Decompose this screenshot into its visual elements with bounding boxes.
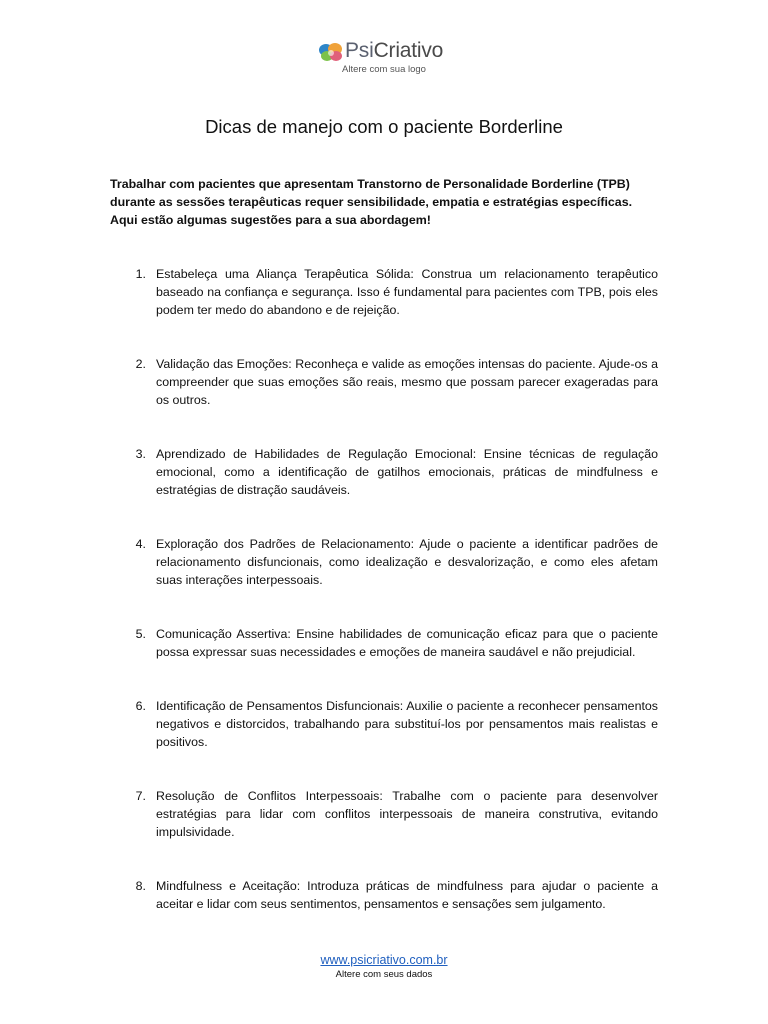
list-item-number: 8. xyxy=(135,879,146,893)
brand-name-criativo: Criativo xyxy=(373,39,444,62)
list-item-text: Aprendizado de Habilidades de Regulação Emocional: Ensine técnicas de regulação emocional, como a identificação de gatilhos emocionais, práticas de mindfulness e estratégias de distração saudáveis. xyxy=(156,447,658,497)
list-item-text: Mindfulness e Aceitação: Introduza práticas de mindfulness para ajudar o paciente a aceitar e lidar com seus sentimentos, pensamentos e sensações sem julgamento. xyxy=(156,879,658,911)
list-item-text: Identificação de Pensamentos Disfuncionais: Auxilie o paciente a reconhecer pensamentos negativos e distorcidos, trabalhando para substituí-los por pensamentos mais realistas e positivos. xyxy=(156,699,658,749)
list-item xyxy=(110,787,658,841)
list-item xyxy=(110,265,658,319)
list-item xyxy=(110,445,658,499)
list-item-number: 4. xyxy=(135,537,146,551)
list-item-text: Estabeleça uma Aliança Terapêutica Sólida: Construa um relacionamento terapêutico baseado na confiança e segurança. Isso é fundamental para pacientes com TPB, pois eles podem ter medo do abandono e de rejeição. xyxy=(156,267,658,317)
footer-note: Altere com seus dados xyxy=(335,969,433,980)
list-item-number: 3. xyxy=(135,447,146,461)
list-item-text: Validação das Emoções: Reconheça e valide as emoções intensas do paciente. Ajude-os a compreender que suas emoções são reais, mesmo que possam parecer exageradas para os outros. xyxy=(156,357,658,407)
logo-subtitle: Altere com sua logo xyxy=(342,64,426,75)
list-item-text: Resolução de Conflitos Interpessoais: Trabalhe com o paciente para desenvolver estratégias para lidar com conflitos interpessoais de maneira construtiva, evitando impulsividade. xyxy=(156,789,658,839)
list-item-text: Exploração dos Padrões de Relacionamento: Ajude o paciente a identificar padrões de relacionamento disfuncionais, como idealização e desvalorização, e como eles afetam suas interações interpessoais. xyxy=(156,537,658,587)
brain-logo-icon xyxy=(318,42,344,64)
website-link[interactable]: www.psicriativo.com.br xyxy=(320,953,448,967)
list-item-number: 7. xyxy=(135,789,146,803)
list-item xyxy=(110,877,658,913)
page-title: Dicas de manejo com o paciente Borderline xyxy=(205,116,563,137)
list-item xyxy=(110,697,658,751)
list-item-number: 1. xyxy=(135,267,146,281)
list-item-number: 2. xyxy=(135,357,146,371)
list-item-number: 5. xyxy=(135,627,146,641)
list-item-text: Comunicação Assertiva: Ensine habilidades de comunicação eficaz para que o paciente possa expressar suas necessidades e emoções de maneira saudável e não prejudicial. xyxy=(156,627,658,659)
intro-paragraph: Trabalhar com pacientes que apresentam Transtorno de Personalidade Borderline (TPB) durante as sessões terapêuticas requer sensibilidade, empatia e estratégias específicas. Aqui estão algumas sugestões para a sua abordagem! xyxy=(110,177,633,227)
list-item-number: 6. xyxy=(135,699,146,713)
list-item xyxy=(110,355,658,409)
brand-name-psi: Psi xyxy=(345,39,374,62)
brand-name xyxy=(345,39,443,63)
list-item xyxy=(110,625,658,661)
list-item xyxy=(110,535,658,589)
